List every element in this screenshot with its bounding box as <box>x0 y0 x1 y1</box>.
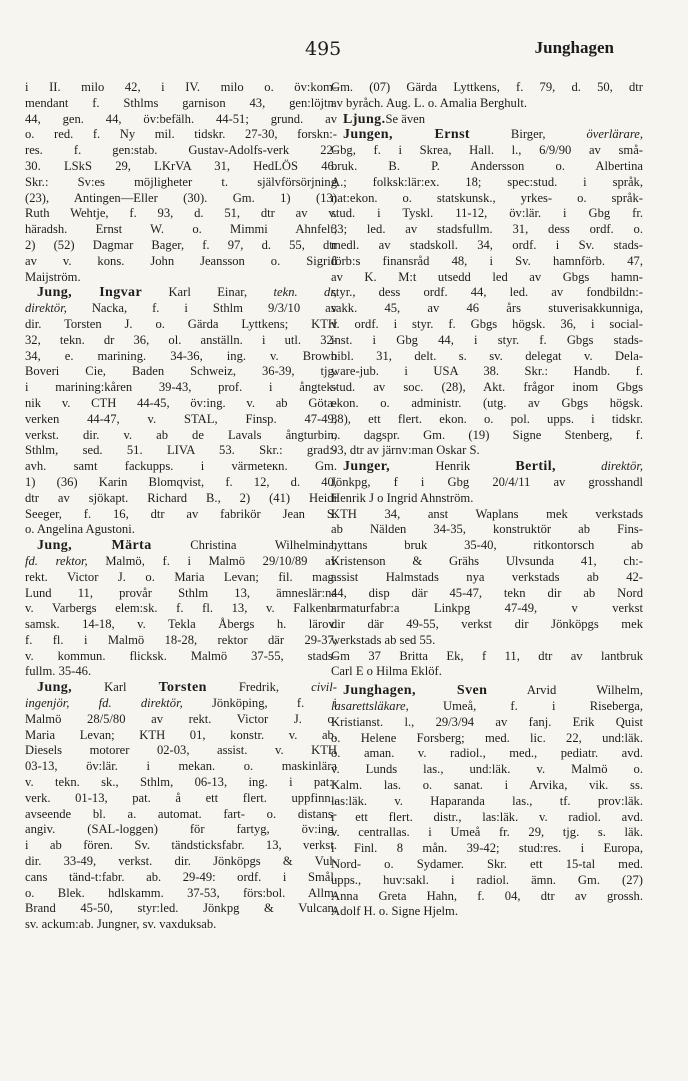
entry-text: 1) (36) Karin Blomqvist, f. 12, d. 40, <box>25 474 337 489</box>
entry-text: ware-jub. i USA 38. Skr.: Handb. f. <box>331 364 643 379</box>
entry-text: v. tekn. sk., Sthlm, 06-13, ing. i pat:- <box>25 775 337 790</box>
text-line <box>25 838 337 854</box>
entry-text: Henrik J o Ingrid Ahnström. <box>331 490 474 505</box>
entry-text: Seeger, f. 16, dtr av fabrikör Jean S. <box>25 506 337 521</box>
text-line <box>331 746 643 762</box>
entry-text: Henrik <box>390 459 516 474</box>
entry-text: Jönkpg, f i Gbg 20/4/11 av grosshandl <box>331 474 643 489</box>
text-line <box>331 731 643 747</box>
entry-text: Boveri Cie, Baden Schweiz, 36-39, tjg. <box>25 364 337 379</box>
text-line <box>331 270 643 286</box>
entry-text: mendant f. Sthlms garnison 43, gen:löjtn. <box>25 95 337 110</box>
text-line <box>25 475 337 491</box>
entry-name: Jung, <box>37 680 73 696</box>
text-line <box>331 904 643 920</box>
entry-text: werkstads ab sed 55. <box>331 632 436 647</box>
entry-text: v. kommun. flicksk. Malmö 37-55, stads- <box>25 648 337 663</box>
text-line <box>331 396 643 412</box>
entry-text: verkst. dir. v. ab de Lavals ångturbin, <box>25 427 337 442</box>
occupation: civil- <box>311 680 337 695</box>
text-line <box>331 889 643 905</box>
text-line <box>331 443 643 459</box>
entry-text: bibl. 31, delt. s. sv. delegat v. Dela- <box>331 348 643 363</box>
text-line <box>25 822 337 838</box>
entry-text: medl. av stadskoll. 34, ordf. i Sv. stads- <box>331 237 643 252</box>
entry-text: 38), ett flert. ekon. o. pol. upps. i tidskr. <box>331 411 643 426</box>
entry-text: o. red. f. Ny mil. tidskr. 27-30, forskn:- <box>25 127 337 142</box>
running-head: Junghagen <box>534 38 614 57</box>
text-line <box>25 428 337 444</box>
entry-text: dtr av sjökapt. Richard B., 2) (41) Heidi <box>25 490 337 505</box>
entry-text: KTH 34, anst Waplans mek verkstads <box>331 506 643 521</box>
text-line <box>25 728 337 744</box>
entry-text: Malmö, f. i Malmö 29/10/89 av <box>87 553 337 568</box>
entry-text: o. Angelina Agustoni. <box>25 522 135 537</box>
entry-name: Jung, Ingvar <box>37 285 143 301</box>
text-line <box>25 396 337 412</box>
occupation: tekn. dr, <box>273 285 337 300</box>
occupation: överlärare, <box>586 127 643 142</box>
entry-text: dir. 33-49, verkst. dir. Jönköpgs & Vul- <box>25 854 337 869</box>
entry-text: o. aman. v. radiol., med., pediatr. avd. <box>331 746 643 761</box>
text-line <box>331 222 643 238</box>
text-line <box>25 143 337 159</box>
text-line <box>331 522 643 538</box>
text-line <box>331 601 643 617</box>
entry-text: Kristianst. l., 29/3/94 av fanj. Erik Quist <box>331 714 643 729</box>
entry-text: stud. av soc. (28), Akt. frågor inom Gbgs <box>331 380 643 395</box>
text-line <box>331 538 643 554</box>
text-line <box>331 459 643 475</box>
text-line <box>331 80 643 96</box>
text-line <box>331 191 643 207</box>
entry-name: Jungen, Ernst <box>343 127 470 143</box>
entry-text: dir där 49-55, verkst dir Jönköpgs mek <box>331 617 643 632</box>
text-line <box>25 870 337 886</box>
text-line <box>25 601 337 617</box>
text-line <box>331 96 643 112</box>
text-line <box>25 380 337 396</box>
page-number: 495 <box>305 38 342 60</box>
occupation: fd. rektor, <box>25 553 88 568</box>
entry-text: Birger, <box>470 127 587 142</box>
text-line <box>25 807 337 823</box>
entry-text: 44, disp där 45-47, tekn dir ab Nord <box>331 585 643 600</box>
text-line <box>331 873 643 889</box>
entry-text: v. ordf. i styr. f. Gbgs högsk. 36, i social- <box>331 316 643 331</box>
entry-text: dir. Torsten J. o. Gärda Lyttkens; KTH <box>25 316 337 331</box>
text-line <box>25 633 337 649</box>
entry-text: Fredrik, <box>206 680 312 695</box>
entry-text: 03-13, öv:lär. i mekan. o. maskinlära <box>25 759 337 774</box>
entry-text: 34, e. marining. 34-36, ing. v. Brown <box>25 348 337 363</box>
text-line <box>25 554 337 570</box>
text-line <box>331 649 643 665</box>
entry-text: ekon. o. administr. (utg. av Gbgs högsk. <box>331 395 643 410</box>
text-line <box>25 759 337 775</box>
text-line <box>25 617 337 633</box>
entry-text: Jönköping, f. i <box>182 696 337 711</box>
entry-given-name: Torsten <box>158 680 207 696</box>
text-line <box>331 301 643 317</box>
entry-text: 33; led. av stadsfullm. 31, dess ordf. o. <box>331 222 643 237</box>
entry-text: Kristenson & Grähs Ulvsunda 41, ch:- <box>331 553 643 568</box>
entry-text: samsk. 14-18, v. Tekla Åbergs h. lärov. <box>25 617 337 632</box>
text-line <box>25 285 337 301</box>
entry-text: Ruth Wehtje, f. 93, d. 51, dtr av v. <box>25 206 337 221</box>
page-header <box>0 38 688 66</box>
text-line <box>25 696 337 712</box>
text-line <box>25 743 337 759</box>
text-line <box>25 775 337 791</box>
entry-text: styr., dess ordf. 44, led. av fondbildn:- <box>331 285 643 300</box>
entry-text: f. fl. i Malmö 18-28, rektor där 29-37, <box>25 632 337 647</box>
text-line <box>331 475 643 491</box>
entry-text: i ab fören. Sv. tändsticksfabr. 13, verkst. <box>25 838 337 853</box>
text-line <box>331 159 643 175</box>
entry-text: sv. ackum:ab. Jungner, sv. vaxduksab. <box>25 917 217 932</box>
text-line <box>25 127 337 143</box>
text-line <box>25 412 337 428</box>
entry-text: Karl Einar, <box>142 285 274 300</box>
entry-text: av byråch. Aug. L. o. Amalia Berghult. <box>331 95 527 110</box>
text-line <box>331 285 643 301</box>
entry-text: Diesels motorer 02-03, assist. v. KTH <box>25 743 337 758</box>
entry-text: Maijström. <box>25 269 81 284</box>
entry-text: inst. i Gbg 44, i styr. f. Gbgs stads- <box>331 332 643 347</box>
entry-text: ab Nälden 34-35, konstruktör ab Fins- <box>331 522 643 537</box>
entry-text: fullm. 35-46. <box>25 664 92 679</box>
entry-text: A.; folksk:lär:ex. 18; spec:stud. i språk, <box>331 174 643 189</box>
text-line <box>331 428 643 444</box>
entry-name: Junger, <box>343 459 391 475</box>
text-line <box>331 762 643 778</box>
text-line <box>25 917 337 933</box>
text-line <box>25 522 337 538</box>
text-line <box>25 570 337 586</box>
entry-text: av v. kons. John Jeansson o. Sigrid <box>25 253 337 268</box>
text-line <box>331 841 643 857</box>
text-line <box>331 491 643 507</box>
entry-text: avseende bl. a. automat. fart- o. distans- <box>25 806 337 821</box>
entry-text: las:läk. v. Haparanda las., tf. prov:läk. <box>331 793 643 808</box>
entry-text: i ett flert. distr., las:läk. v. radiol. avd. <box>331 809 643 824</box>
text-line <box>331 317 643 333</box>
entry-text: Brand 45-50, styr:led. Jönkpg & Vulcan, <box>25 901 337 916</box>
text-line <box>25 649 337 665</box>
text-line <box>25 112 337 128</box>
entry-text: förb:s finansråd 48, i Sv. hamnförb. 47, <box>331 253 643 268</box>
text-line <box>331 715 643 731</box>
entry-text: v. centrallas. i Umeå fr. 29, tjg. s. läk. <box>331 825 643 840</box>
entry-text: Christina Wilhelmina, <box>151 538 337 553</box>
entry-text: verk. 01-13, pat. å ett flert. uppfinn., <box>25 790 337 805</box>
text-line <box>25 175 337 191</box>
text-line <box>331 380 643 396</box>
text-line <box>25 349 337 365</box>
entry-text: Gbg, f. i Skrea, Hall. l., 6/9/90 av små- <box>331 143 643 158</box>
text-line <box>25 238 337 254</box>
text-line <box>25 206 337 222</box>
entry-text: o. Helene Forsberg; med. lic. 22, und:läk. <box>331 730 643 745</box>
text-line <box>331 683 643 699</box>
entry-text: av K. M:t utsedd led av Gbgs hamn- <box>331 269 643 284</box>
entry-text: nik v. CTH 44-45, öv:ing. v. ab Göta- <box>25 395 337 410</box>
entry-text: 44, gen. 44, öv:befälh. 44-51; grund. av <box>25 111 337 126</box>
text-line <box>331 586 643 602</box>
entry-text: Carl E o Hilma Eklöf. <box>331 664 442 679</box>
right-column <box>331 80 643 920</box>
text-line <box>331 570 643 586</box>
text-line <box>331 825 643 841</box>
text-line <box>25 222 337 238</box>
entry-text: Umeå, f. i Riseberga, <box>408 699 643 714</box>
entry-text: bruk. B. P. Andersson o. Albertina <box>331 158 643 173</box>
text-line <box>331 254 643 270</box>
entry-text: o. dagspr. Gm. (19) Signe Stenberg, f. <box>331 427 643 442</box>
entry-text: nat:ekon. o. statskunsk., yrkes- o. språk- <box>331 190 643 205</box>
entry-text: i Finl. 8 mån. 39-42; stud:res. i Europa, <box>331 841 643 856</box>
text-line <box>25 712 337 728</box>
text-line <box>25 664 337 680</box>
left-column <box>25 80 337 933</box>
entry-text: verken 44-47, v. STAL, Finsp. 47-49, <box>25 411 337 426</box>
occupation: direktör, <box>555 459 643 474</box>
entry-text: v. Varbergs elem:sk. f. fl. 13, v. Falkenb. <box>25 601 337 616</box>
occupation: direktör, <box>25 301 67 316</box>
text-line <box>331 143 643 159</box>
entry-text: angiv. (SAL-loggen) för fartyg, öv:ing. <box>25 822 337 837</box>
text-line <box>25 96 337 112</box>
text-line <box>331 127 643 143</box>
text-line <box>331 857 643 873</box>
text-line <box>331 554 643 570</box>
text-line <box>25 443 337 459</box>
entry-text: Gm 37 Britta Ek, f 11, dtr av lantbruk <box>331 648 643 663</box>
entry-text: 30. LSkS 29, LKrVA 31, HedLÖS 46. <box>25 158 337 173</box>
entry-text: hyttans bruk 35-40, ritkontorsch ab <box>331 538 643 553</box>
entry-name: Junghagen, Sven <box>343 683 488 699</box>
text-line <box>25 301 337 317</box>
text-line <box>25 886 337 902</box>
entry-text: Skr.: Sv:es möjligheter t. självförsörjning <box>25 174 337 189</box>
text-line <box>331 238 643 254</box>
text-line <box>331 175 643 191</box>
entry-text: upps., huv:sakl. i radiol. ämn. Gm. (27) <box>331 872 643 887</box>
text-line <box>331 112 643 128</box>
entry-text: Adolf H. o. Signe Hjelm. <box>331 904 458 919</box>
text-line <box>25 791 337 807</box>
entry-given-name: Bertil, <box>515 459 556 475</box>
entry-name: Jung, Märta <box>37 538 152 554</box>
text-line <box>331 364 643 380</box>
entry-text: 93, dtr av järnv:man Oskar S. <box>331 443 480 458</box>
entry-text: Lund 11, provår Sthlm 13, ämneslär:na <box>25 585 337 600</box>
entry-text: (23), Antingen—Eller (30). Gm. 1) (13) <box>25 190 337 205</box>
entry-text: Gm. (07) Gärda Lyttkens, f. 79, d. 50, dtr <box>331 80 643 94</box>
text-line <box>25 491 337 507</box>
entry-text: armaturfabr:a Linkpg 47-49, v verkst <box>331 601 643 616</box>
text-line <box>25 333 337 349</box>
entry-text: o. Blek. hdlskamm. 37-53, förs:bol. Allm. <box>25 885 337 900</box>
entry-text: v. Lunds las., und:läk. v. Malmö o. <box>331 762 643 777</box>
entry-text: assist Halmstads nya verkstads ab 42- <box>331 569 643 584</box>
entry-text: Malmö 28/5/80 av rekt. Victor J. o. <box>25 711 337 726</box>
entry-text: Se även <box>385 111 425 126</box>
entry-text: Anna Greta Hahn, f. 04, dtr av grossh. <box>331 888 643 903</box>
text-line <box>25 364 337 380</box>
entry-text: Nord- o. Sydamer. Skr. ett 15-tal med. <box>331 857 643 872</box>
entry-text: Karl <box>72 680 159 695</box>
text-line <box>25 159 337 175</box>
text-line <box>331 633 643 649</box>
entry-text: rekt. Victor J. o. Maria Levan; fil. mag. <box>25 569 337 584</box>
entry-text: Maria Levan; KTH 01, konstr. v. ab. <box>25 727 337 742</box>
occupation: lasarettsläkare, <box>331 699 409 714</box>
entry-text: i II. milo 42, i IV. milo o. öv:kom- <box>25 80 337 94</box>
entry-text: sakk. 45, av 46 års stuverisakkunniga, <box>331 301 643 316</box>
text-line <box>25 538 337 554</box>
entry-text: stud. i Tyskl. 11-12, öv:lär. i Gbg fr. <box>331 206 643 221</box>
entry-text: i marining:kåren 39-43, prof. i ångtek- <box>25 380 337 395</box>
text-line <box>331 617 643 633</box>
text-line <box>25 901 337 917</box>
entry-text: res. f. gen:stab. Gustav-Adolfs-verk 22- <box>25 143 337 158</box>
text-line <box>25 680 337 696</box>
text-line <box>25 586 337 602</box>
entry-text: 32, tekn. dr 36, ol. anställn. i utl. 32- <box>25 332 337 347</box>
entry-text: avh. samt fackupps. i värmeteкn. Gm. <box>25 459 337 474</box>
text-line <box>331 810 643 826</box>
text-line <box>25 270 337 286</box>
entry-text: Sthlm, sed. 51. LIVA 53. Skr.: grad:- <box>25 443 337 458</box>
text-line <box>25 317 337 333</box>
entry-text: Kalm. las. o. sanat. i Arvika, vik. ss. <box>331 778 643 793</box>
text-line <box>331 664 643 680</box>
text-line <box>25 80 337 96</box>
text-line <box>331 349 643 365</box>
entry-text: cans tänd-t:fabr. ab. 29-49: ordf. i Smål. <box>25 869 337 884</box>
text-line <box>25 507 337 523</box>
entry-text: häradsh. Ernst W. o. Mimmi Ahnfelt, <box>25 222 337 237</box>
entry-text: 2) (52) Dagmar Bager, f. 97, d. 55, dtr <box>25 237 337 252</box>
text-line <box>331 778 643 794</box>
text-line <box>331 333 643 349</box>
text-line <box>331 507 643 523</box>
occupation: ingenjör, fd. direktör, <box>25 696 183 711</box>
text-line <box>331 699 643 715</box>
entry-text: Nacka, f. i Sthlm 9/3/10 av <box>66 301 337 316</box>
text-line <box>331 206 643 222</box>
text-line <box>331 794 643 810</box>
entry-text: Arvid Wilhelm, <box>487 683 643 698</box>
text-line <box>25 254 337 270</box>
text-line <box>25 459 337 475</box>
entry-name: Ljung. <box>343 111 386 127</box>
text-line <box>331 412 643 428</box>
text-line <box>25 854 337 870</box>
text-line <box>25 191 337 207</box>
